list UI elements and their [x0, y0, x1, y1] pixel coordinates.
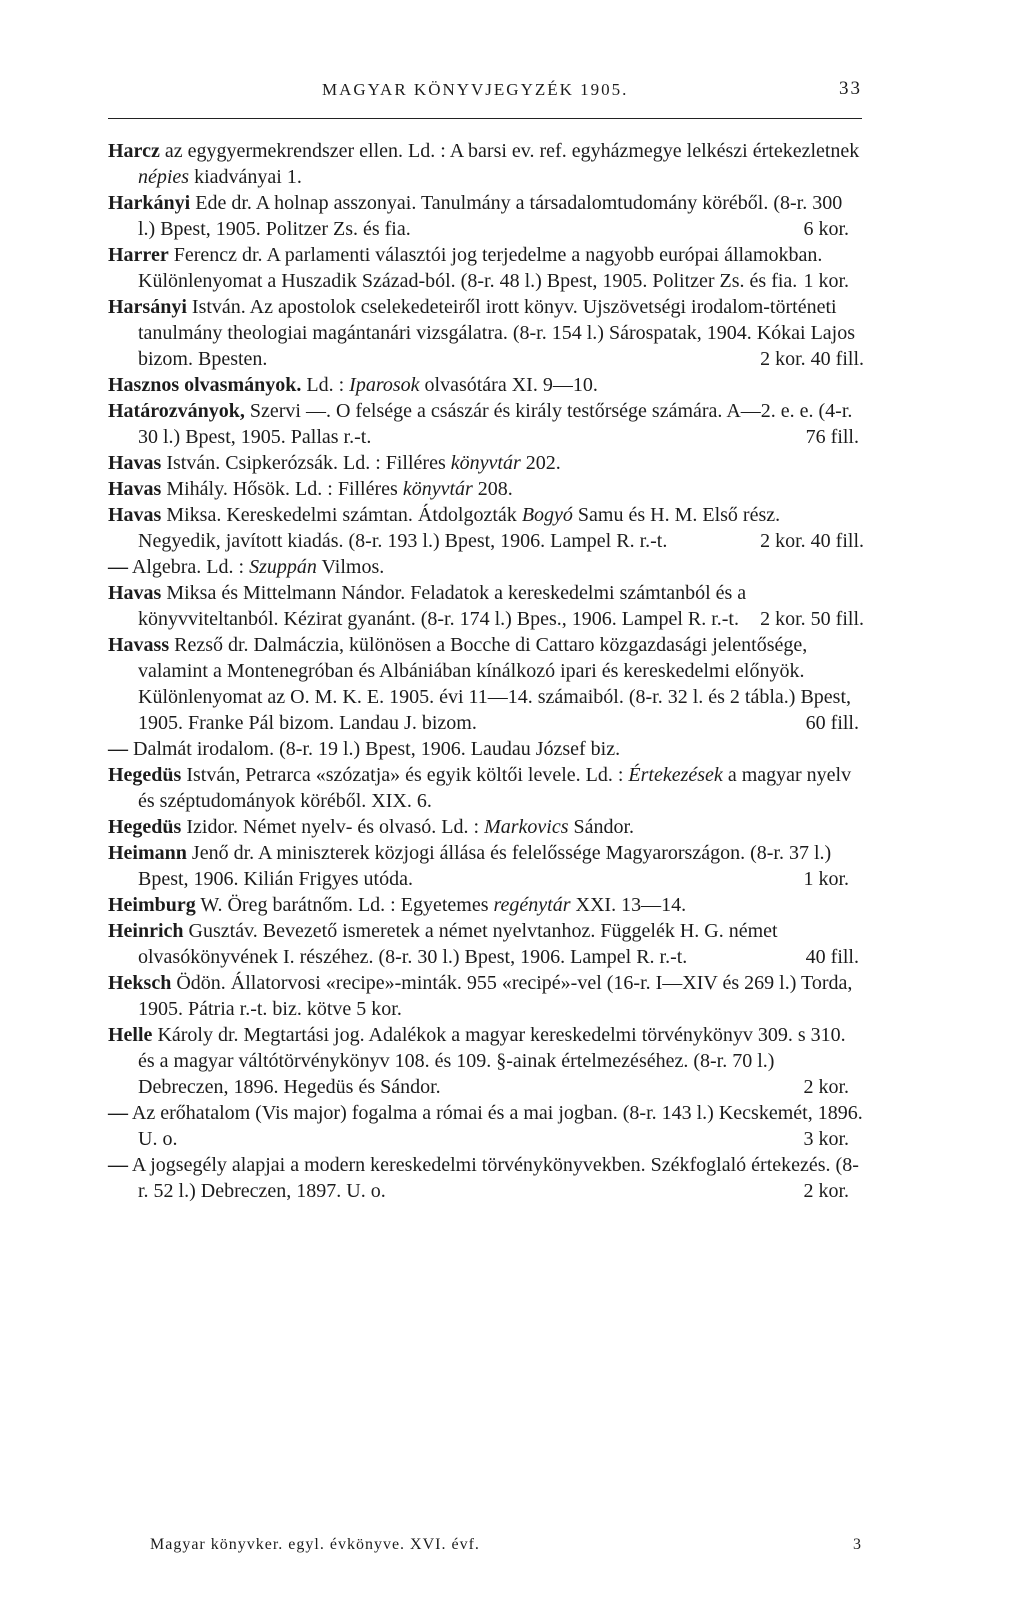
entry-text: Az erőhatalom (Vis major) fogalma a római és a mai jogban. (8-r. 143 l.) Kecskemét, 1896. U. o.	[128, 1102, 863, 1150]
entry-price: 6 kor.	[803, 218, 849, 240]
entry-author: Heksch	[108, 972, 172, 994]
page-header	[108, 78, 862, 119]
entry-italic: Bogyó	[521, 504, 573, 526]
running-title: MAGYAR KÖNYVJEGYZÉK 1905.	[322, 80, 629, 99]
entry-author: —	[108, 738, 128, 760]
bibliography-entry	[108, 632, 864, 736]
entry-text: az egygyermekrendszer ellen. Ld. : A barsi ev. ref. egyházmegye lelkészi értekezletnek	[159, 140, 860, 162]
entry-author: —	[108, 1154, 128, 1176]
entry-text: Algebra. Ld. :	[128, 556, 250, 578]
entry-author: Helle	[108, 1024, 153, 1046]
entry-price: 60 fill.	[805, 712, 859, 734]
entry-italic: regénytár	[493, 894, 571, 916]
signature-number: 3	[853, 1536, 862, 1553]
entry-italic: könyvtár	[402, 478, 473, 500]
entry-author: Harsányi	[108, 296, 187, 318]
bibliography-entry	[108, 970, 864, 1022]
entry-italic: Szuppán	[249, 556, 317, 578]
bibliography-entry	[108, 242, 864, 294]
entry-text: Jenő dr. A miniszterek közjogi állása és felelőssége Magyarországon. (8-r. 37 l.) Bpest, 1906. Kilián Frigyes utóda.	[138, 842, 832, 890]
entry-text: Szervi —. O felsége a császár és király testőrsége számára. A—2. e. e. (4-r. 30 l.) Bpest, 1905. Pallas r.-t.	[138, 400, 853, 448]
entry-italic: Markovics	[484, 816, 569, 838]
entry-italic: népies	[138, 166, 190, 188]
entry-author: Harkányi	[108, 192, 191, 214]
entry-text: Ferencz dr. A parlamenti választói jog terjedelme a nagyobb európai államokban. Különlenyomat a Huszadik Század-ból. (8-r. 48 l.) Bpest, 1905. Politzer Zs. és fia.	[138, 244, 823, 292]
entry-price: 2 kor. 40 fill.	[760, 348, 864, 370]
bibliography-entry	[108, 398, 864, 450]
entry-price: 2 kor. 50 fill.	[760, 608, 864, 630]
entry-text-tail: Vilmos.	[316, 556, 385, 578]
entry-author: Havass	[108, 634, 170, 656]
entry-text-tail: XXI. 13—14.	[570, 894, 687, 916]
entry-text: A jogsegély alapjai a modern kereskedelmi törvénykönyvekben. Székfoglaló értekezés. (8-r. 52 l.) Debreczen, 1897. U. o.	[128, 1154, 859, 1202]
bibliography-entry	[108, 554, 864, 580]
entry-text: Izidor. Német nyelv- és olvasó. Ld. :	[181, 816, 485, 838]
entry-author: Havas	[108, 582, 162, 604]
bibliography-entry	[108, 892, 864, 918]
entry-author: Heinrich	[108, 920, 184, 942]
entry-author: —	[108, 1102, 128, 1124]
entry-price: 40 fill.	[805, 946, 859, 968]
bibliography-entry	[108, 502, 864, 554]
entry-price: 76 fill.	[805, 426, 859, 448]
entry-price: 2 kor. 40 fill.	[760, 530, 864, 552]
bibliography-entry	[108, 1022, 864, 1100]
entry-text-tail: 202.	[520, 452, 561, 474]
bibliography-entry	[108, 736, 864, 762]
bibliography-entry	[108, 840, 864, 892]
entry-italic: Értekezések	[628, 764, 723, 786]
entry-text: István. Az apostolok cselekedeteiről irott könyv. Ujszövetségi irodalom-történeti tanulmány theologiai magántanári vizsgálatra. (8-r. 154 l.) Sárospatak, 1904. Kókai Lajos bizom. Bpesten.	[138, 296, 856, 370]
bibliography-list	[108, 138, 864, 1204]
bibliography-entry	[108, 138, 864, 190]
entry-price: 2 kor.	[803, 1180, 849, 1202]
entry-text: Miksa. Kereskedelmi számtan. Átdolgozták	[161, 504, 522, 526]
entry-author: Hegedüs	[108, 816, 182, 838]
entry-italic: Iparosok	[349, 374, 420, 396]
entry-author: Határozványok,	[108, 400, 245, 422]
entry-author: —	[108, 556, 128, 578]
entry-text-tail: Samu és H. M. Első rész. Negyedik, javított kiadás. (8-r. 193 l.) Bpest, 1906. Lampel R. r.-t.	[138, 504, 781, 552]
bibliography-entry	[108, 918, 864, 970]
entry-text: W. Öreg barátnőm. Ld. : Egyetemes	[195, 894, 494, 916]
entry-text: Károly dr. Megtartási jog. Adalékok a magyar kereskedelmi törvénykönyv 309. s 310. és a magyar váltótörvénykönyv 108. és 109. §-ainak értelmezéséhez. (8-r. 70 l.) Debreczen, 1896. Hegedüs és Sándor.	[138, 1024, 846, 1098]
entry-text: Dalmát irodalom. (8-r. 19 l.) Bpest, 1906. Laudau József biz.	[128, 738, 621, 760]
entry-price: 1 kor.	[803, 270, 849, 292]
entry-italic: könyvtár	[450, 452, 521, 474]
entry-text: Ödön. Állatorvosi «recipe»-minták. 955 «recipé»-vel (16-r. I—XIV és 269 l.) Torda, 1905. Pátria r.-t. biz. kötve 5 kor.	[138, 972, 853, 1020]
entry-text: Ede dr. A holnap asszonyai. Tanulmány a társadalomtudomány köréből. (8-r. 300 l.) Bpest, 1905. Politzer Zs. és fia.	[138, 192, 843, 240]
entry-text: Miksa és Mittelmann Nándor. Feladatok a kereskedelmi számtanból és a könyvviteltanból. Kézirat gyanánt. (8-r. 174 l.) Bpes., 1906. Lampel R. r.-t.	[138, 582, 747, 630]
entry-text-tail: kiadványai 1.	[189, 166, 302, 188]
entry-text: Rezső dr. Dalmáczia, különösen a Bocche di Cattaro közgazdasági jelentősége, valamint a Montenegróban és Albániában kínálkozó ipari és kereskedelmi előnyök. Különlenyomat az O. M. K. E. 1905. évi 11—14. számaiból. (8-r. 32 l. és 2 tábla.) Bpest, 1905. Franke Pál bizom. Landau J. bizom.	[138, 634, 852, 734]
page-footer	[150, 1536, 862, 1554]
entry-text: Mihály. Hősök. Ld. : Filléres	[161, 478, 403, 500]
bibliography-entry	[108, 814, 864, 840]
entry-text-tail: Sándor.	[568, 816, 635, 838]
entry-author: Hasznos olvasmányok.	[108, 374, 302, 396]
bibliography-entry	[108, 372, 864, 398]
bibliography-entry	[108, 294, 864, 372]
bibliography-entry	[108, 190, 864, 242]
bibliography-entry	[108, 1100, 864, 1152]
bibliography-entry	[108, 762, 864, 814]
entry-author: Hegedüs	[108, 764, 182, 786]
entry-author: Heimburg	[108, 894, 196, 916]
entry-author: Heimann	[108, 842, 187, 864]
entry-author: Harcz	[108, 140, 160, 162]
entry-text-tail: 208.	[472, 478, 513, 500]
entry-text: Gusztáv. Bevezető ismeretek a német nyelvtanhoz. Függelék H. G. német olvasókönyvének I. részéhez. (8-r. 30 l.) Bpest, 1906. Lampel R. r.-t.	[138, 920, 778, 968]
entry-price: 1 kor.	[803, 868, 849, 890]
bibliography-entry	[108, 476, 864, 502]
entry-price: 3 kor.	[803, 1128, 849, 1150]
entry-text: Ld. :	[301, 374, 350, 396]
entry-author: Havas	[108, 452, 162, 474]
bibliography-entry	[108, 580, 864, 632]
entry-author: Havas	[108, 478, 162, 500]
entry-text: István, Petrarca «szózatja» és egyik költői levele. Ld. :	[181, 764, 629, 786]
bibliography-entry	[108, 450, 864, 476]
entry-text-tail: olvasótára XI. 9—10.	[419, 374, 598, 396]
footer-text: Magyar könyvker. egyl. évkönyve. XVI. évf.	[150, 1536, 480, 1553]
entry-author: Havas	[108, 504, 162, 526]
bibliography-entry	[108, 1152, 864, 1204]
page-number: 33	[839, 78, 862, 99]
entry-text: István. Csipkerózsák. Ld. : Filléres	[161, 452, 451, 474]
entry-text-tail: a magyar nyelv és széptudományok köréből. XIX. 6.	[138, 764, 852, 812]
entry-author: Harrer	[108, 244, 169, 266]
entry-price: 2 kor.	[803, 1076, 849, 1098]
